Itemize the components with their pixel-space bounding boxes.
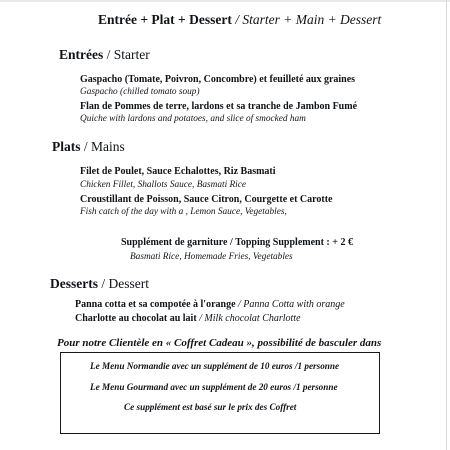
starters-heading	[59, 47, 150, 63]
box-line-gourmand: Le Menu Gourmand avec un supplément de 20 euros /1 personne	[90, 382, 338, 392]
main-item-2-en: Fish catch of the day with a , Lemon Sauce, Vegetables,	[80, 207, 287, 217]
starter-item-2-en: Quiche with lardons and potatoes, and slice of smocked ham	[80, 114, 306, 124]
dessert-item-2-fr: Charlotte au chocolat au lait	[75, 313, 197, 324]
menu-title	[98, 12, 381, 28]
dessert-item-2-en: / Milk chocolat Charlotte	[199, 313, 301, 324]
dessert-item-1-fr: Panna cotta et sa compotée à l'orange	[75, 299, 236, 310]
box-line-normandie: Le Menu Normandie avec un supplément de 10 euros /1 personne	[90, 361, 340, 371]
dessert-item-2	[75, 313, 301, 324]
starter-item-1-fr: Gaspacho (Tomate, Poivron, Concombre) et feuilleté aux graines	[80, 74, 356, 85]
menu-title-fr: Entrée + Plat + Dessert	[98, 12, 232, 27]
starters-heading-en: / Starter	[106, 47, 150, 62]
starter-item-1-en: Gaspacho (chilled tomato soup)	[80, 87, 200, 97]
desserts-heading	[50, 276, 149, 292]
menu-title-en: / Starter + Main + Dessert	[235, 12, 382, 27]
page-right-edge	[446, 0, 447, 450]
mains-heading-fr: Plats	[52, 139, 81, 154]
supplement-title: Supplément de garniture / Topping Supplement : + 2 €	[121, 237, 353, 248]
main-item-1-fr: Filet de Poulet, Sauce Echalottes, Riz Basmati	[80, 166, 276, 177]
box-line-note: Ce supplément est basé sur le prix des Coffret	[124, 402, 297, 412]
mains-heading-en: / Mains	[83, 139, 125, 154]
supplement-items: Basmati Rice, Homemade Fries, Vegetables	[130, 252, 293, 262]
page-top-edge	[0, 0, 450, 2]
gift-box-promo: Pour notre Clientèle en « Coffret Cadeau », possibilité de basculer dans	[57, 337, 382, 349]
dessert-item-1	[75, 299, 345, 310]
starters-heading-fr: Entrées	[59, 47, 104, 62]
starter-item-2-fr: Flan de Pommes de terre, lardons et sa tranche de Jambon Fumé	[80, 101, 358, 112]
mains-heading	[52, 139, 125, 155]
desserts-heading-en: / Dessert	[101, 276, 149, 291]
main-item-1-en: Chicken Fillet, Shallots Sauce, Basmati Rice	[80, 180, 247, 190]
desserts-heading-fr: Desserts	[50, 276, 98, 291]
dessert-item-1-en: / Panna Cotta with orange	[238, 299, 345, 310]
main-item-2-fr: Croustillant de Poisson, Sauce Citron, Courgette et Carotte	[80, 194, 333, 205]
